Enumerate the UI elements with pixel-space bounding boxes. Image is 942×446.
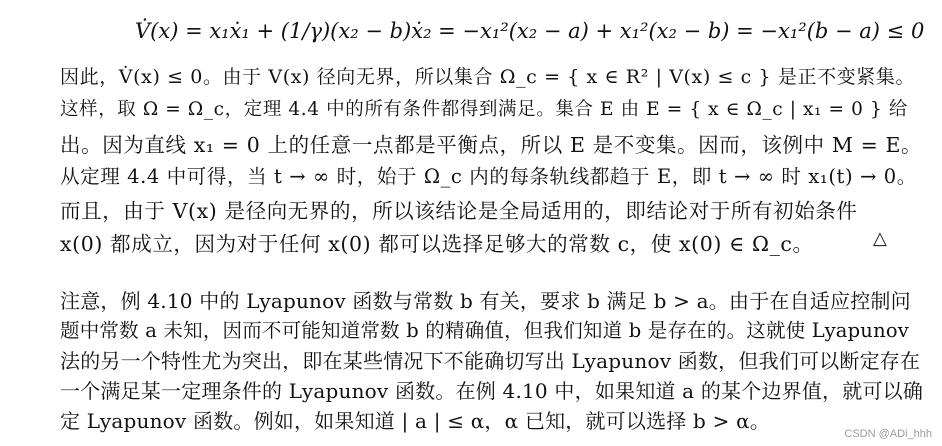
paragraph-line: 因此，V̇(x) ≤ 0。由于 V(x) 径向无界，所以集合 Ω_c = { x ∈ R² | V(x) ≤ c } 是正不变紧集。 [60, 66, 916, 88]
paragraph-line: 一个满足某一定理条件的 Lyapunov 函数。在例 4.10 中，如果知道 a 的某个边界值，就可以确 [60, 379, 924, 403]
paragraph-line: x(0) 都成立，因为对于任何 x(0) 都可以选择足够大的常数 c，使 x(0) ∈ Ω_c。 [60, 232, 814, 256]
paragraph-line: 从定理 4.4 中可得，当 t → ∞ 时，始于 Ω_c 内的每条轨线都趋于 E，即 t → ∞ 时 x₁(t) → 0。 [60, 165, 917, 188]
watermark: CSDN @ADi_hhh [844, 428, 932, 440]
lyapunov-derivative-equation: V̇(x) = x₁ẋ₁ + (1/γ)(x₂ − b)ẋ₂ = −x₁²(x₂ − a) + x₁²(x₂ − b) = −x₁²(b − a) ≤ 0 [135, 19, 925, 43]
paragraph-line: 法的另一个特性尤为突出，即在某些情况下不能确切写出 Lyapunov 函数，但我们可以断定存在 [60, 349, 921, 373]
end-of-proof-mark: △ [873, 228, 887, 249]
paragraph-line: 定 Lyapunov 函数。例如，如果知道 | a | ≤ α，α 已知，就可以选择 b > α。 [60, 409, 771, 433]
paragraph-line: 出。因为直线 x₁ = 0 上的任意一点都是平衡点，所以 E 是不变集。因而，该例中 M = E。 [60, 133, 923, 157]
paragraph-line: 题中常数 a 未知，因而不可能知道常数 b 的精确值，但我们知道 b 是存在的。这就使 Lyapunov [60, 319, 909, 342]
paragraph-line: 而且，由于 V(x) 是径向无界的，所以该结论是全局适用的，即结论对于所有初始条件 [60, 199, 858, 223]
paragraph-line: 这样，取 Ω = Ω_c，定理 4.4 中的所有条件都得到满足。集合 E 由 E = { x ∈ Ω_c | x₁ = 0 } 给 [60, 99, 908, 120]
paragraph-line: 注意，例 4.10 中的 Lyapunov 函数与常数 b 有关，要求 b 满足 b > a。由于在自适应控制问 [60, 289, 911, 313]
